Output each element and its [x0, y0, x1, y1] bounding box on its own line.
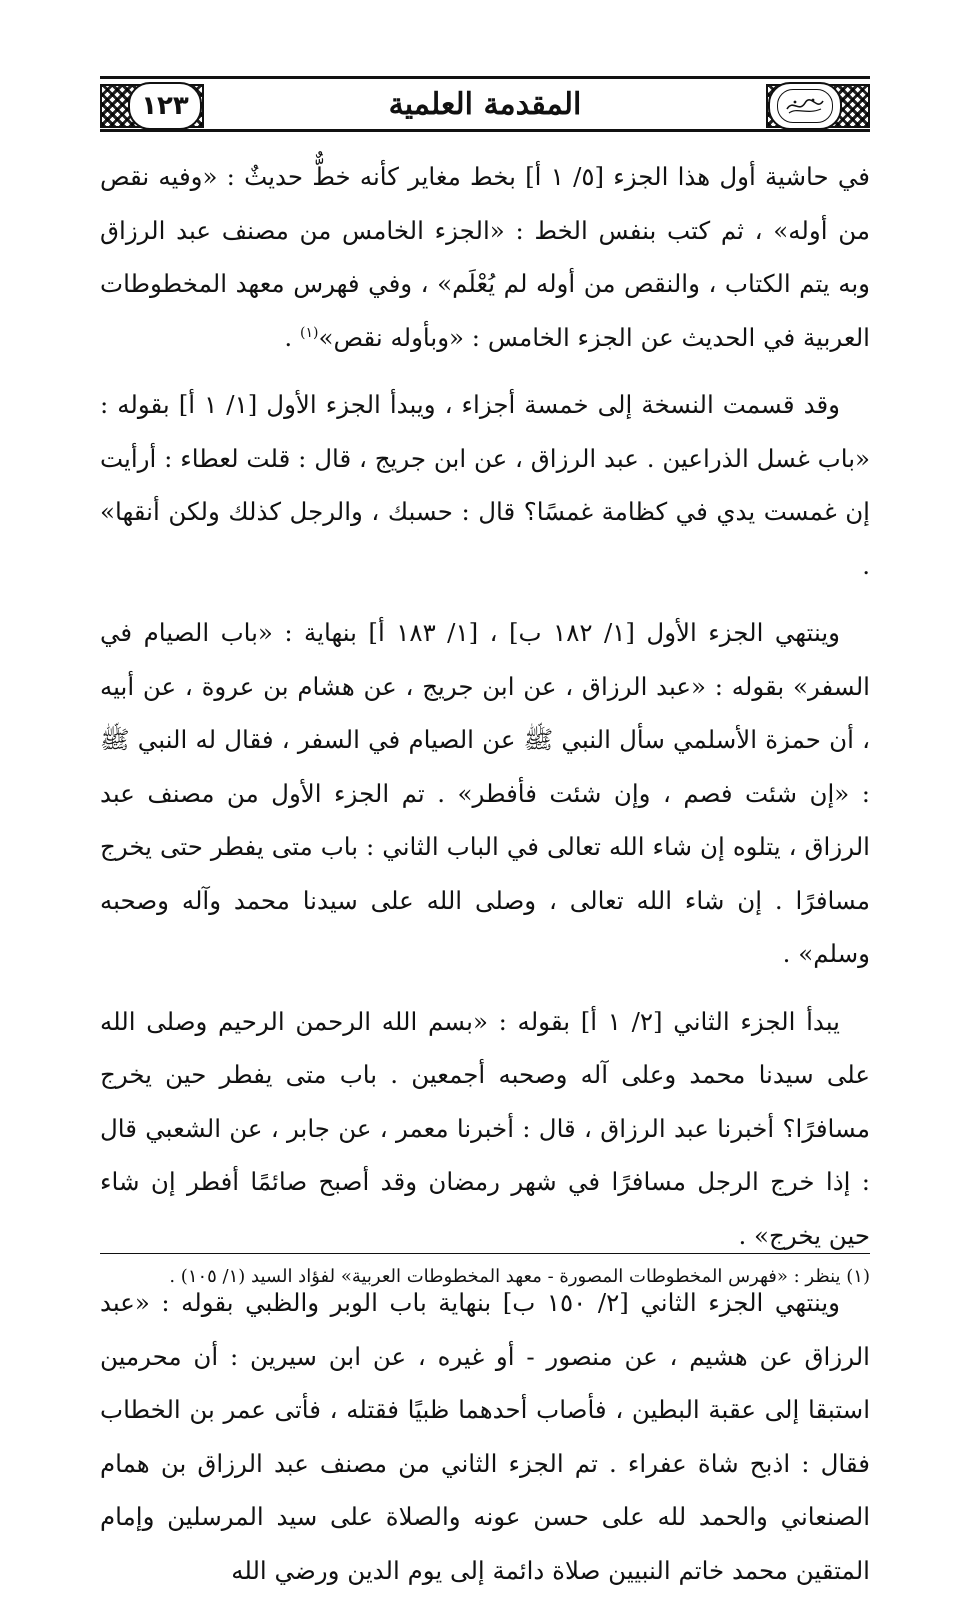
paragraph-1	[100, 150, 870, 364]
footnote: (١) ينظر : «فهرس المخطوطات المصورة - معهد المخطوطات العربية» لفؤاد السيد (١/ ١٠٥) .	[169, 1266, 870, 1287]
paragraph-2: وقد قسمت النسخة إلى خمسة أجزاء ، ويبدأ الجزء الأول [١/ ١ أ] بقوله : «باب غسل الذراعين . عبد الرزاق ، عن ابن جريج ، قال : قلت لعطاء : أرأيت إن غمست يدي في كظامة غمسًا؟ قال : حسبك ، والرجل كذلك ولكن أنقها» .	[100, 390, 870, 580]
book-seal-icon	[777, 89, 833, 123]
paragraph-5: وينتهي الجزء الثاني [٢/ ١٥٠ ب] بنهاية باب الوبر والظبي بقوله : «عبد الرزاق عن هشيم ، عن منصور - أو غيره ، عن ابن سيرين : أن محرمين استبقا إلى عقبة البطين ، فأصاب أحدهما ظبيًا فقتله ، فأتى عمر بن الخطاب فقال : اذبح شاة عفراء . تم الجزء الثاني من مصنف عبد الرزاق بن همام الصنعاني والحمد لله على حسن عونه والصلاة على سيد المرسلين وإمام المتقين محمد خاتم النبيين صلاة دائمة إلى يوم الدين ورضي الله	[100, 1288, 870, 1585]
footnote-reference: (١)	[300, 324, 319, 341]
paragraph-3: وينتهي الجزء الأول [١/ ١٨٢ ب] ، [١/ ١٨٣ أ] بنهاية : «باب الصيام في السفر» بقوله : «عبد الرزاق ، عن ابن جريج ، عن هشام بن عروة ، عن أبيه ، أن حمزة الأسلمي سأل النبي ﷺ عن الصيام في السفر ، فقال له النبي ﷺ : «إن شئت فصم ، وإن شئت فأفطر» . تم الجزء الأول من مصنف عبد الرزاق ، يتلوه إن شاء الله تعالى في الباب الثاني : باب متى يفطر حتى يخرج مسافرًا . إن شاء الله تعالى ، وصلى الله على سيدنا محمد وآله وصحبه وسلم» .	[100, 618, 870, 968]
seal-cartouche	[768, 82, 842, 130]
page-title: المقدمة العلمية	[388, 86, 582, 122]
main-text	[100, 150, 870, 1611]
header-title-container	[240, 84, 730, 124]
header-rule-bottom	[100, 129, 870, 132]
page-number-cartouche	[128, 82, 202, 130]
header-rule-top	[100, 76, 870, 79]
footnote-divider	[100, 1253, 870, 1254]
page-number: ١٢٣	[141, 91, 189, 121]
paragraph-1-end: .	[284, 322, 300, 352]
page-header	[100, 70, 870, 138]
paragraph-1-text: في حاشية أول هذا الجزء [٥/ ١ أ] بخط مغاير كأنه خطٌّ حديثٌ : «وفيه نقص من أوله» ، ثم كتب بنفس الخط : «الجزء الخامس من مصنف عبد الرزاق وبه يتم الكتاب ، والنقص من أوله لم يُعْلَم» ، وفي فهرس معهد المخطوطات العربية في الحديث عن الجزء الخامس : «وبأوله نقص»	[100, 162, 870, 352]
paragraph-4: يبدأ الجزء الثاني [٢/ ١ أ] بقوله : «بسم الله الرحمن الرحيم وصلى الله على سيدنا محمد وعلى آله وصحبه أجمعين . باب متى يفطر حين يخرج مسافرًا؟ أخبرنا عبد الرزاق ، قال : أخبرنا معمر ، عن جابر ، عن الشعبي قال : إذا خرج الرجل مسافرًا في شهر رمضان وقد أصبح صائمًا أفطر إن شاء حين يخرج» .	[100, 1006, 870, 1250]
